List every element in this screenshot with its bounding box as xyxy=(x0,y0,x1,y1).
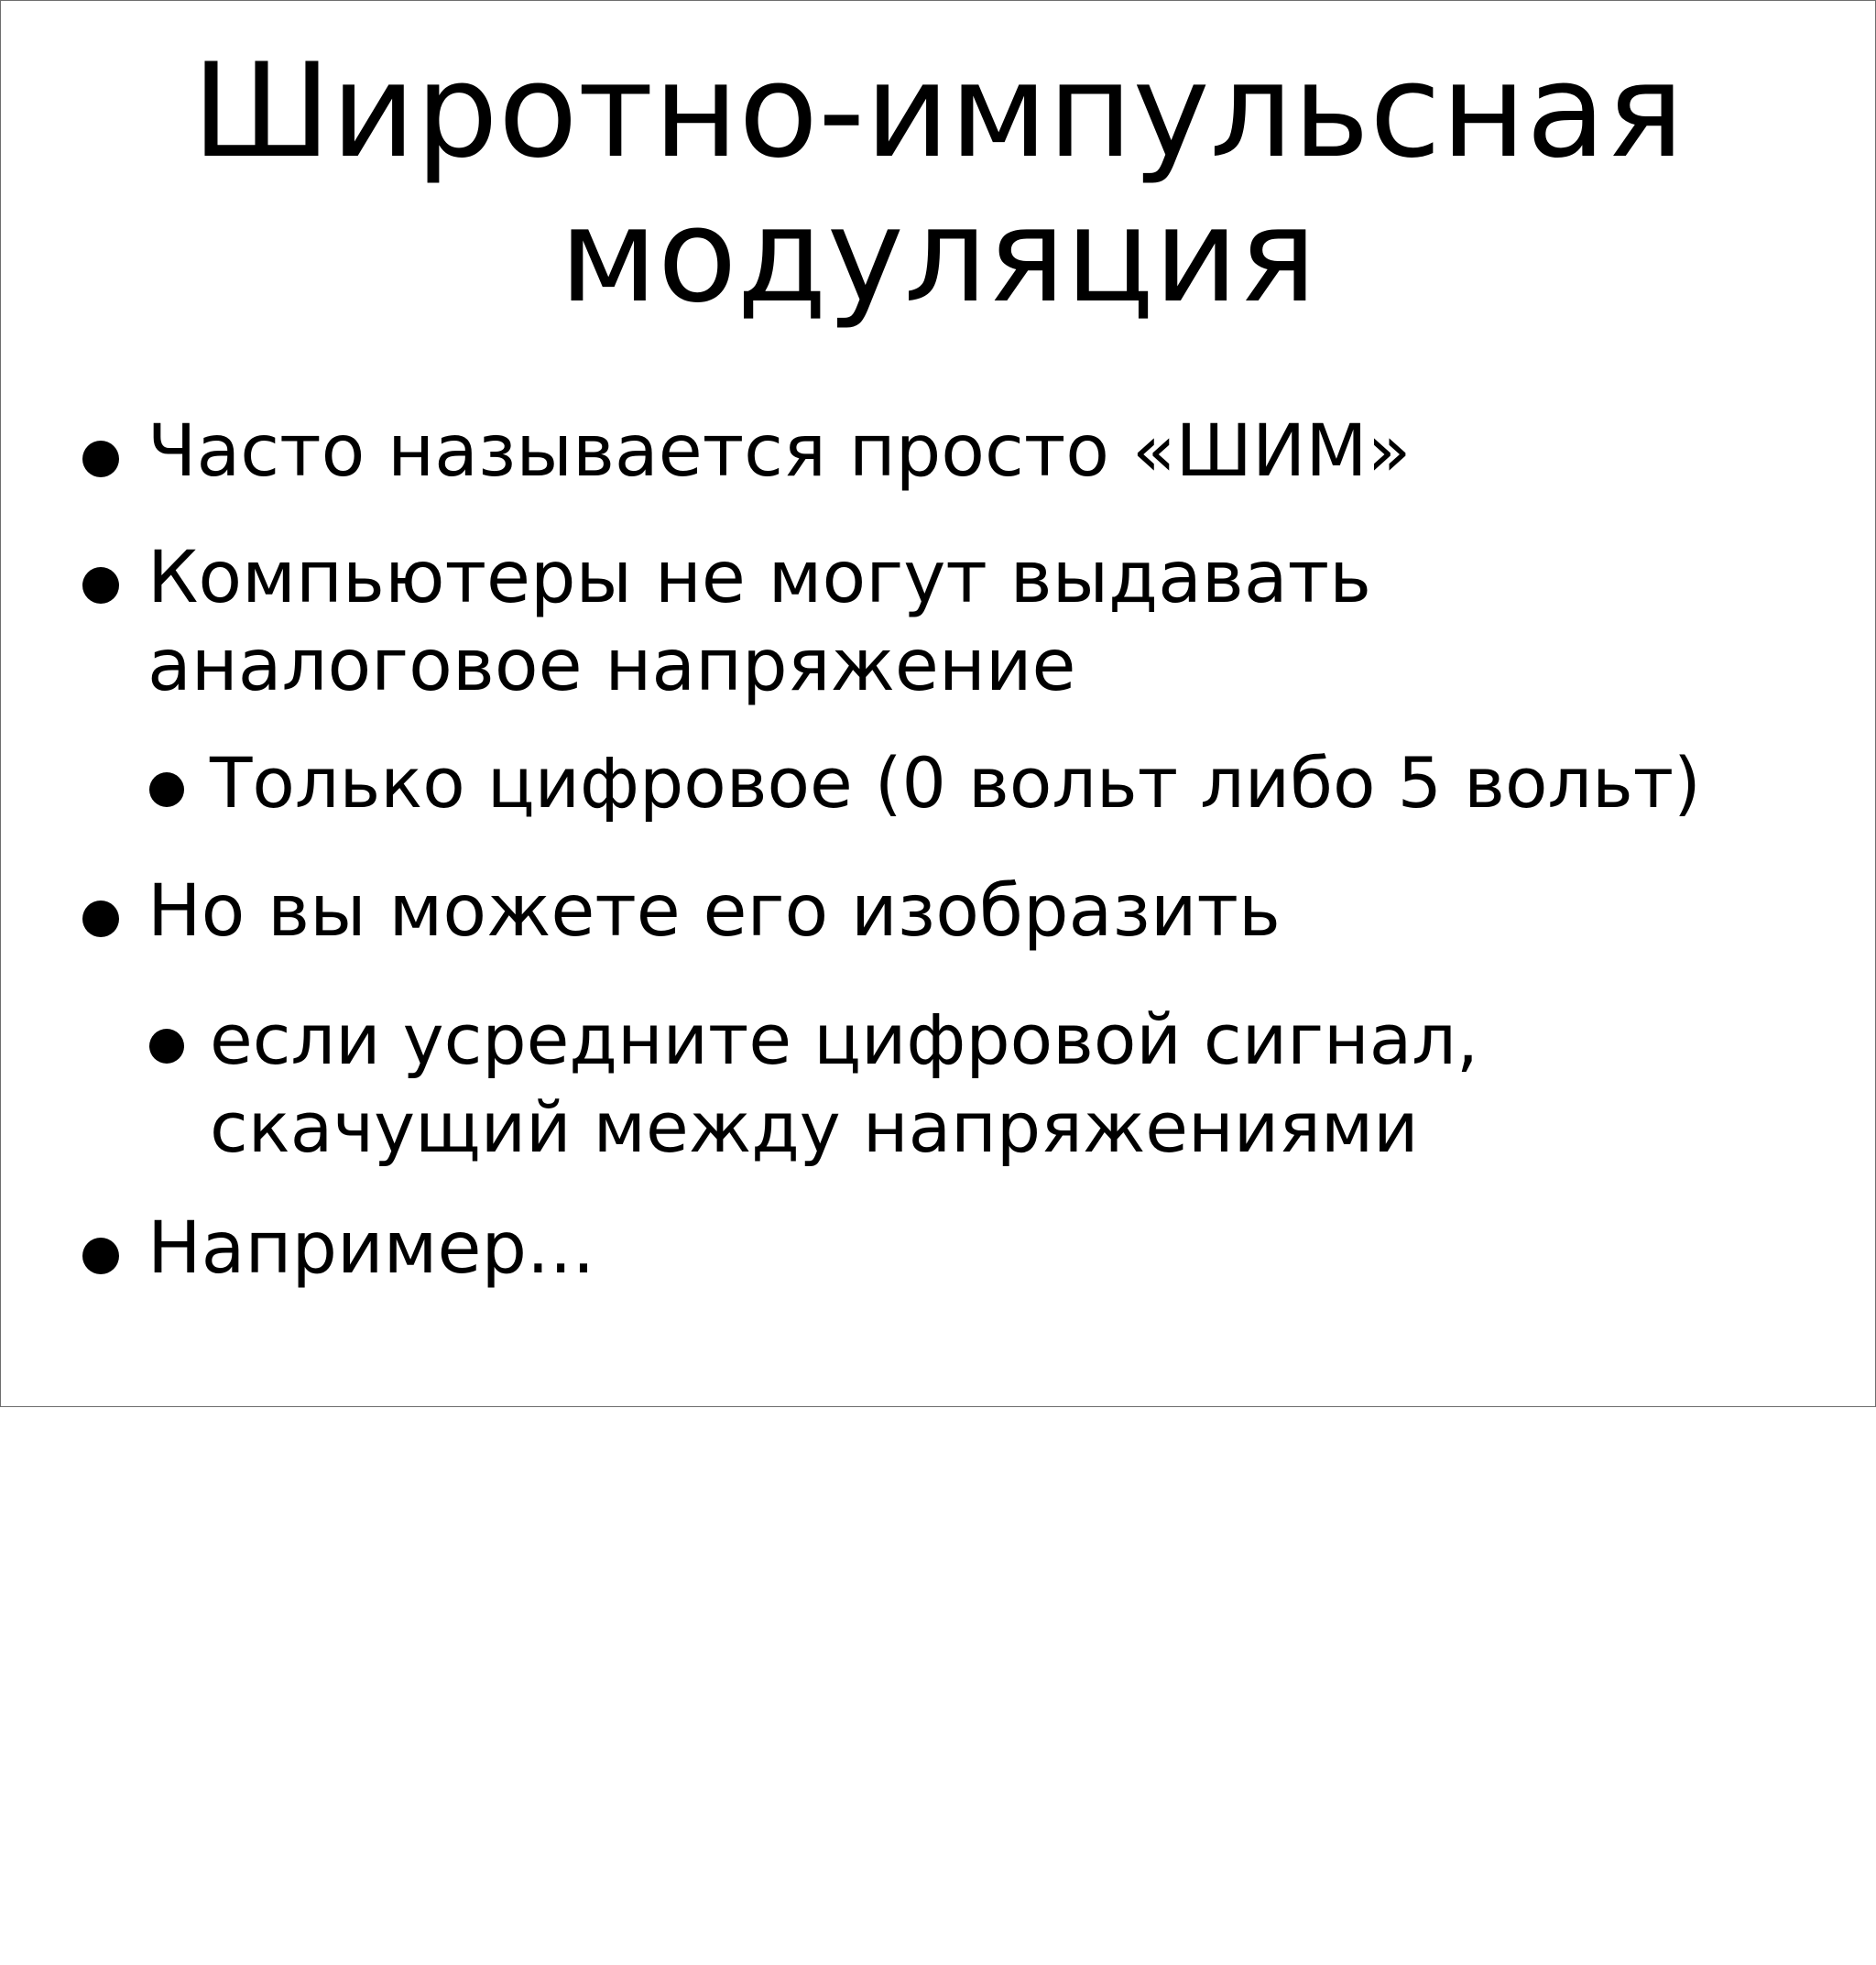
bullet-text-continued: скачущий между напряжениями xyxy=(210,1086,1419,1168)
sub-bullet-item xyxy=(210,739,1701,827)
bullet-item xyxy=(147,408,1411,496)
bullet-dot-icon xyxy=(82,441,119,477)
bullet-text: Но вы можете его изобразить xyxy=(147,870,1281,953)
bullet-dot-icon xyxy=(82,1238,119,1274)
slide-title-line-2: модуляция xyxy=(559,180,1317,332)
bullet-text: Только цифровое (0 вольт либо 5 вольт) xyxy=(210,742,1701,824)
bullet-item xyxy=(147,1205,594,1293)
slide-title xyxy=(1,36,1875,332)
bullet-text: Например... xyxy=(147,1207,595,1290)
bullet-dot-icon xyxy=(149,1029,184,1064)
bullet-item xyxy=(147,534,1371,710)
bullet-item xyxy=(147,868,1281,955)
bullet-text: Часто называется просто «ШИМ» xyxy=(147,410,1412,493)
sub-bullet-item xyxy=(210,996,1478,1172)
bullet-dot-icon xyxy=(82,901,119,937)
bullet-dot-icon xyxy=(82,567,119,604)
bullet-dot-icon xyxy=(149,772,184,807)
slide-title-line-1: Широтно-импульсная xyxy=(191,36,1685,187)
bullet-text-continued: аналоговое напряжение xyxy=(147,625,1076,707)
bullet-text: если усредните цифровой сигнал, xyxy=(210,999,1479,1080)
bullet-text: Компьютеры не могут выдавать xyxy=(147,537,1372,619)
